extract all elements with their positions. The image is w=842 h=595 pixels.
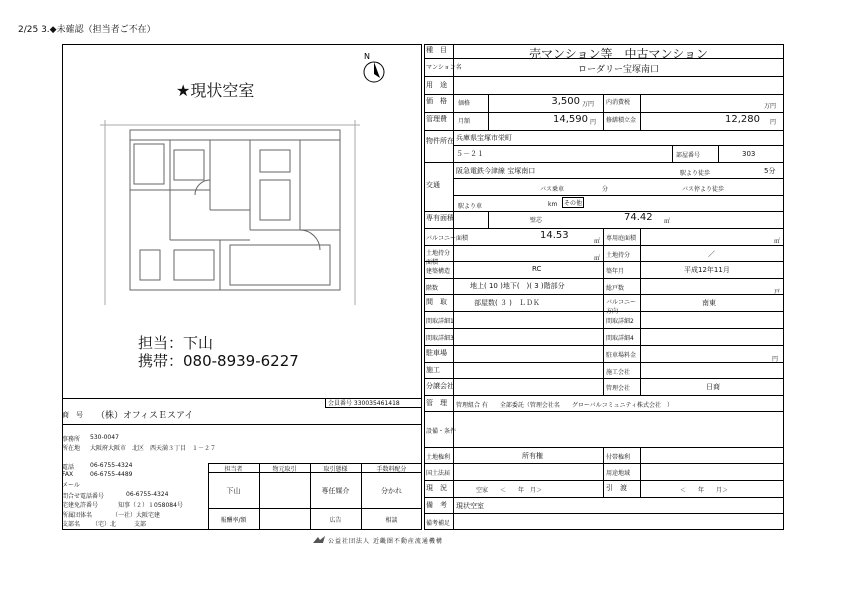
km-unit: km (548, 201, 558, 208)
layout-detail-2-label: 間取詳細2 (606, 318, 634, 325)
fee-value: 分かれ (381, 487, 402, 495)
private-garden-label: 専用庭面積 (606, 235, 637, 242)
seller-label: 分譲会社 (426, 382, 454, 390)
current-status-label: 現 況 (426, 484, 447, 492)
manager-company-value: 日商 (706, 383, 720, 391)
floor-plan (100, 120, 360, 305)
company-name: （株）オフィスＥスアイ (96, 411, 194, 421)
footer-organization: 公益社団法人 近畿圏不動産流通機構 (328, 538, 443, 545)
transaction-value: 専任媒介 (321, 487, 350, 495)
svg-text:N: N (364, 52, 370, 61)
zip-code: 530-0047 (90, 434, 119, 441)
license-number: 会員番号 330035461418 (325, 398, 422, 408)
floors-value: 地上( 10 )地下( )( 3 )階部分 (470, 282, 565, 290)
manager-company-label: 管理会社 (606, 385, 631, 392)
parking-fee-unit: 円 (772, 356, 779, 363)
transaction-header: 取引態様 (323, 466, 348, 473)
direction-value: 南東 (702, 299, 716, 307)
tax-unit: 万円 (764, 103, 777, 110)
other-label: その他 (562, 197, 584, 208)
tel-label: 電話 (62, 464, 75, 471)
bus-label: バス乗車 (540, 186, 565, 193)
area-label: 専有面積 (426, 214, 454, 222)
ad-label: 広告 (329, 517, 342, 524)
reward-label: 報酬率/額 (220, 517, 247, 524)
fee-header: 手数料配分 (376, 466, 407, 473)
origin-header: 物元取引 (272, 466, 297, 473)
repair-fund-label: 修繕積立金 (606, 117, 637, 124)
bus-walk-label: バス停より徒歩 (682, 186, 725, 193)
handover-label: 引 渡 (606, 484, 627, 492)
layout-value: 部屋数( ３ ) ＬＤＫ (474, 299, 540, 307)
address-label: 所在地 (62, 445, 81, 452)
type-label: 種 目 (426, 46, 447, 54)
layout-detail-3-label: 間取詳細3 (426, 335, 454, 342)
inquiry-value: 06-6755-4324 (126, 491, 169, 498)
area-unit: ㎡ (664, 218, 671, 225)
handover-value: ＜ 年 月＞ (680, 487, 729, 494)
area-type: 壁芯 (530, 217, 543, 224)
repair-fund-value: 12,280 (725, 114, 760, 125)
compass-icon (360, 50, 390, 86)
transport-line: 阪急電鉄今津線 宝塚南口 (456, 167, 536, 175)
structure-value: RC (532, 265, 542, 273)
total-units-unit: 戸 (774, 289, 781, 296)
direction-label: バルコニー方向 (606, 299, 637, 315)
remarks-value: 現状空室 (456, 502, 484, 510)
organization-logo-icon (312, 535, 326, 545)
mail-label: メール (62, 482, 80, 489)
inquiry-label: 問合せ電話番号 (62, 493, 105, 500)
mgmt-sub-label: 月額 (458, 118, 471, 125)
name-label: マンション名 (426, 64, 462, 71)
private-garden-unit: ㎡ (774, 238, 781, 245)
attached-right-label: 付帯権利 (606, 454, 631, 461)
contact-mobile: 携帯：080-8939-6227 (138, 352, 299, 370)
walk-value: 5分 (764, 167, 776, 175)
conditions-label: 設備・条件 (426, 428, 457, 435)
structure-label: 建築構造 (426, 268, 451, 275)
vacancy-status: ★現状空室 (176, 81, 255, 100)
built-label: 築年月 (606, 268, 625, 275)
mgmt-fee-label: 管理費 (426, 115, 447, 123)
layout-label: 間 取 (426, 298, 447, 306)
room-number-label: 部屋番号 (676, 152, 701, 159)
bus-min-unit: 分 (602, 186, 609, 193)
price-label: 価 格 (426, 97, 447, 105)
management-value: 管理組合 有 全部委託（管理会社名 グローバルコミュニティ株式会社 ） (456, 402, 674, 409)
room-number-value: 303 (742, 150, 756, 158)
parking-label: 駐車場 (426, 349, 447, 357)
mgmt-fee-value: 14,590 (553, 114, 588, 125)
total-units-label: 総戸数 (606, 285, 625, 292)
tax-label: 内消費税 (606, 99, 631, 106)
location-label: 物件所在 (426, 137, 454, 145)
company-label: 商 号 (62, 411, 83, 419)
balcony-label: バルコニー面積 (426, 235, 469, 242)
land-share-area-label: 土地持分面積 (426, 250, 451, 266)
office-address: 大阪府大阪市 北区 西天満３丁目 １－２７ (90, 445, 217, 452)
price-unit: 万円 (582, 101, 595, 108)
current-status-value: 空家 ＜ 年 月＞ (476, 487, 543, 494)
price-sub-label: 価格 (458, 100, 471, 107)
layout-detail-4-label: 間取詳細4 (606, 335, 634, 342)
station-car-label: 駅より車 (458, 203, 483, 210)
layout-detail-1-label: 間取詳細1 (426, 318, 454, 325)
ad-value: 相談 (385, 517, 398, 524)
fax-label: FAX (62, 471, 74, 478)
remarks-supplement-label: 備考補足 (426, 520, 451, 527)
office-label: 事務所 (62, 436, 81, 443)
floors-label: 階数 (426, 285, 439, 292)
remarks-label: 備 考 (426, 501, 447, 509)
built-value: 平成12年11月 (684, 266, 730, 274)
association-label: 所属団体名 (62, 512, 93, 519)
builder-company-label: 施工会社 (606, 369, 631, 376)
parking-fee-label: 駐車場料金 (606, 352, 637, 359)
price-value: 3,500 (551, 96, 580, 107)
contact-person: 担当：下山 (138, 334, 214, 352)
zoning-label: 用途地域 (606, 470, 631, 477)
branch-value: （宅）北 支部 (92, 521, 147, 528)
agent-value: 下山 (226, 487, 241, 495)
land-right-label: 土地権利 (426, 454, 451, 461)
type-value: 売マンション等 中古マンション (529, 47, 708, 61)
walk-label: 駅より徒歩 (680, 170, 711, 177)
land-share-label: 土地持分 (606, 252, 631, 259)
branch-label: 支部名 (62, 521, 81, 528)
location-line-2: ５－２１ (456, 150, 484, 158)
tel-value: 06-6755-4324 (90, 462, 133, 469)
land-share-area-unit: ㎡ (594, 255, 601, 262)
association-value: （一社）大阪宅建 (112, 512, 161, 519)
mgmt-fee-unit: 円 (590, 119, 597, 126)
transport-label: 交通 (426, 181, 440, 189)
land-law-label: 国土法届 (426, 470, 451, 477)
repair-fund-unit: 円 (770, 119, 777, 126)
license-value: 知事（２）１058084号 (118, 502, 183, 509)
management-label: 管 理 (426, 399, 447, 407)
balcony-unit: ㎡ (594, 238, 601, 245)
license-label: 宅建免許番号 (62, 502, 99, 509)
header-line: 2/25 3.◆未確認（担当者ご不在） (18, 25, 156, 35)
land-share-value: ／ (708, 250, 715, 258)
land-right-value: 所有権 (522, 452, 543, 460)
usage-label: 用 途 (426, 81, 447, 89)
fax-value: 06-6755-4489 (90, 471, 133, 478)
balcony-value: 14.53 (540, 230, 569, 241)
area-value: 74.42 (624, 212, 653, 223)
builder-label: 施工 (426, 366, 440, 374)
agent-header: 担当者 (224, 466, 243, 473)
location-line-1: 兵庫県宝塚市栄町 (456, 134, 512, 142)
name-value: ローダリー宝塚南口 (577, 65, 659, 75)
